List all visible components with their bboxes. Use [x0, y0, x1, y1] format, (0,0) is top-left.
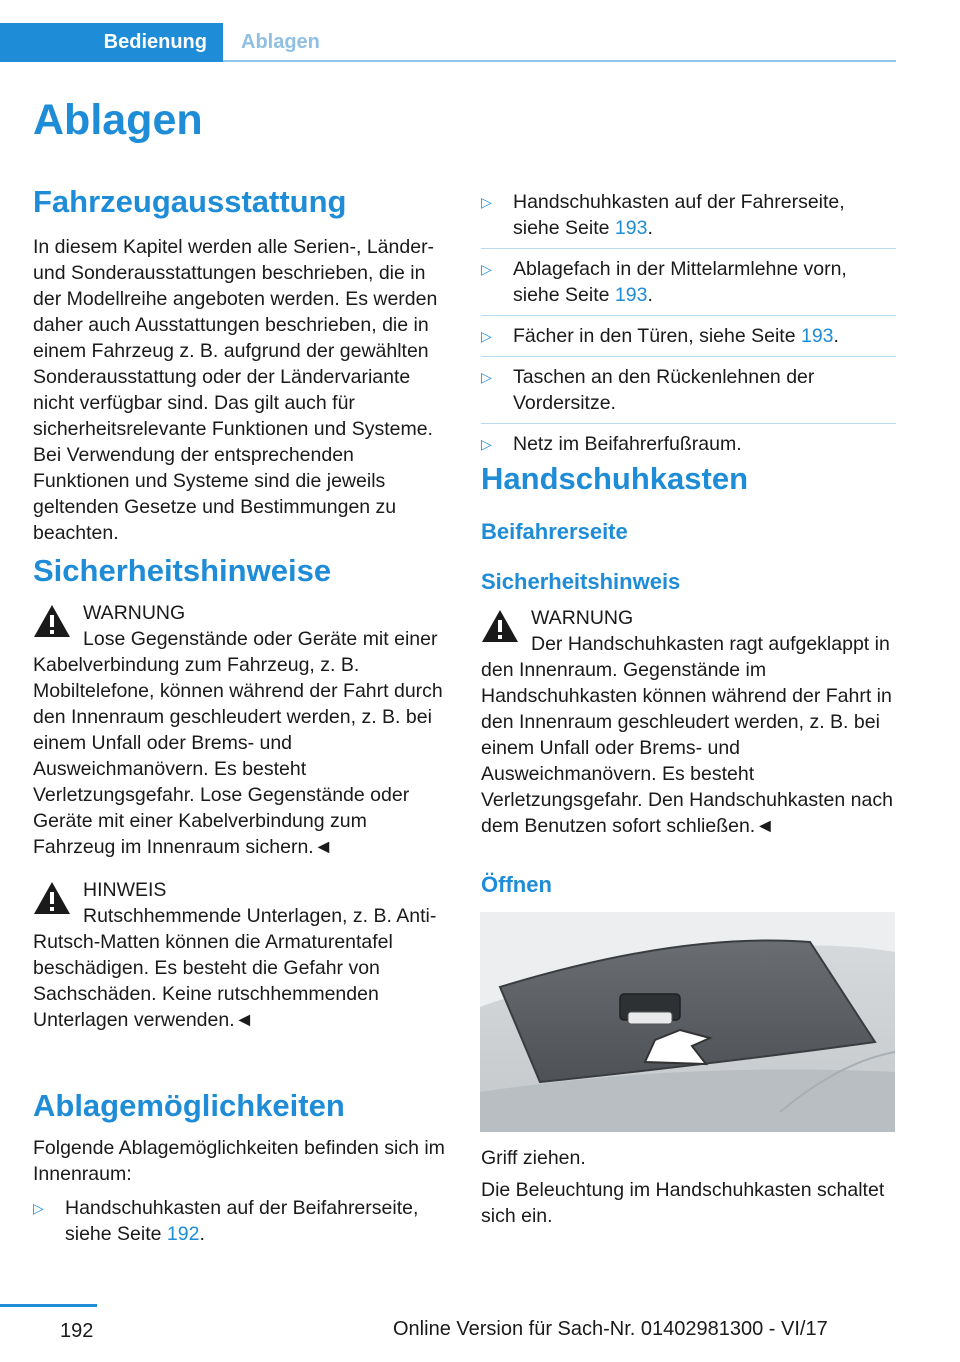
- header-rule: [223, 60, 896, 62]
- page-number: 192: [60, 1320, 94, 1342]
- section-title-sicherheitshinweise: Sicherheitshinweise: [33, 553, 332, 588]
- warning-label: WARNUNG: [83, 602, 186, 624]
- bullet-icon: ▷: [33, 1200, 44, 1216]
- list-item: [481, 364, 896, 416]
- page-link-193[interactable]: 193: [800, 325, 834, 347]
- storage-list-right: [481, 189, 896, 464]
- notice-label: HINWEIS: [83, 879, 167, 901]
- subsection-title-oeffnen: Öffnen: [481, 872, 552, 897]
- page-link-193[interactable]: 193: [614, 284, 648, 306]
- list-item: ▷ Handschuhkasten auf der Beifahrerseite, siehe Seite 192.: [33, 1197, 419, 1245]
- list-divider: [481, 423, 896, 424]
- glovebox-photo: [480, 912, 895, 1132]
- section-title-fahrzeugausstattung: Fahrzeugausstattung: [33, 184, 347, 219]
- storage-list-left: [33, 1195, 451, 1254]
- oeffnen-step-1: Griff ziehen.: [481, 1147, 586, 1169]
- oeffnen-step-2: Die Beleuchtung im Handschuhkasten schaltet sich ein.: [481, 1179, 885, 1227]
- subsection-title-beifahrerseite: Beifahrerseite: [481, 519, 628, 544]
- online-version-footer: Online Version für Sach-Nr. 01402981300 - VI/17: [393, 1318, 828, 1340]
- tab-bedienung[interactable]: Bedienung: [0, 23, 223, 62]
- list-item-text: Taschen an den Rückenlehnen der Vordersitze.: [513, 366, 815, 414]
- subsection-title-sicherheitshinweis: Sicherheitshinweis: [481, 569, 681, 594]
- section-title-handschuhkasten: Handschuhkasten: [481, 461, 749, 496]
- notice-text: Rutschhemmende Unterlagen, z. B. Anti-Rutsch-Matten können die Armaturentafel beschädigen. Es besteht die Gefahr von Sachschäden. Keine rutschhemmenden Unterlagen verwenden.◄: [33, 905, 437, 1031]
- warning-text: Lose Gegenstände oder Geräte mit einer Kabelverbindung zum Fahrzeug, z. B. Mobiltelefone, können während der Fahrt durch den Innenraum geschleudert werden, z. B. bei einem Unfall oder Brems- und Ausweichmanövern. Es besteht Verletzungsgefahr. Lose Gegenstände oder Geräte mit einer Kabelverbindung zum Fahrzeug im Innenraum sichern.◄: [33, 628, 443, 858]
- bullet-icon: ▷: [481, 436, 492, 452]
- list-item-text: Netz im Beifahrerfußraum.: [513, 433, 742, 455]
- list-divider: [481, 356, 896, 357]
- warning-label: WARNUNG: [531, 607, 634, 629]
- bullet-icon: ▷: [481, 328, 492, 344]
- bullet-icon: ▷: [481, 369, 492, 385]
- ablagemoeglichkeiten-intro: Folgende Ablagemöglichkeiten befinden sich im Innenraum:: [33, 1137, 445, 1185]
- list-item-text: Fächer in den Türen, siehe Seite: [513, 325, 801, 347]
- tab-ablagen[interactable]: Ablagen: [241, 31, 320, 53]
- section-title-ablagemoeglichkeiten: Ablagemöglichkeiten: [33, 1088, 345, 1123]
- list-item-text: Ablagefach in der Mittelarmlehne vorn, siehe Seite: [513, 258, 847, 306]
- list-divider: [481, 315, 896, 316]
- list-item: ▷ Fächer in den Türen, siehe Seite 193.: [481, 325, 839, 347]
- page-number-rule: [0, 1304, 97, 1307]
- fahrzeugausstattung-text: In diesem Kapitel werden alle Serien-, Länder- und Sonderausstattungen beschrieben, die in der Modellreihe angeboten werden. Es werden daher auch Ausstattungen beschrieben, die in einem Fahrzeug z. B. aufgrund der gewählten Sonderausstattung oder der Ländervariante nicht verfügbar sind. Das gilt auch für sicherheitsrelevante Funktionen und Systeme. Bei Verwendung der entsprechenden Funktionen und Systeme sind die jeweils geltenden Gesetze und Bestimmungen zu beachten.: [33, 236, 438, 544]
- page-link-193[interactable]: 193: [614, 217, 648, 239]
- warning-text: Der Handschuhkasten ragt aufgeklappt in den Innenraum. Gegenstände im Handschuhkasten können während der Fahrt in den Innenraum geschleudert werden, z. B. bei einem Unfall oder Brems- und Ausweichmanövern. Es besteht Verletzungsgefahr. Den Handschuhkasten nach dem Benutzen sofort schließen.◄: [481, 633, 893, 837]
- list-item: [481, 431, 896, 457]
- list-item-text: Handschuhkasten auf der Beifahrerseite, siehe Seite: [65, 1197, 419, 1245]
- list-item: ▷ Handschuhkasten auf der Fahrerseite, siehe Seite 193.: [481, 191, 845, 239]
- bullet-icon: ▷: [481, 261, 492, 277]
- page-title: Ablagen: [33, 96, 203, 144]
- list-divider: [481, 248, 896, 249]
- bullet-icon: ▷: [481, 194, 492, 210]
- list-item-text: Handschuhkasten auf der Fahrerseite, siehe Seite: [513, 191, 845, 239]
- list-item: ▷ Ablagefach in der Mittelarmlehne vorn, siehe Seite 193.: [481, 258, 847, 306]
- page-link-192[interactable]: 192: [166, 1223, 200, 1245]
- header-tabs: [0, 23, 896, 62]
